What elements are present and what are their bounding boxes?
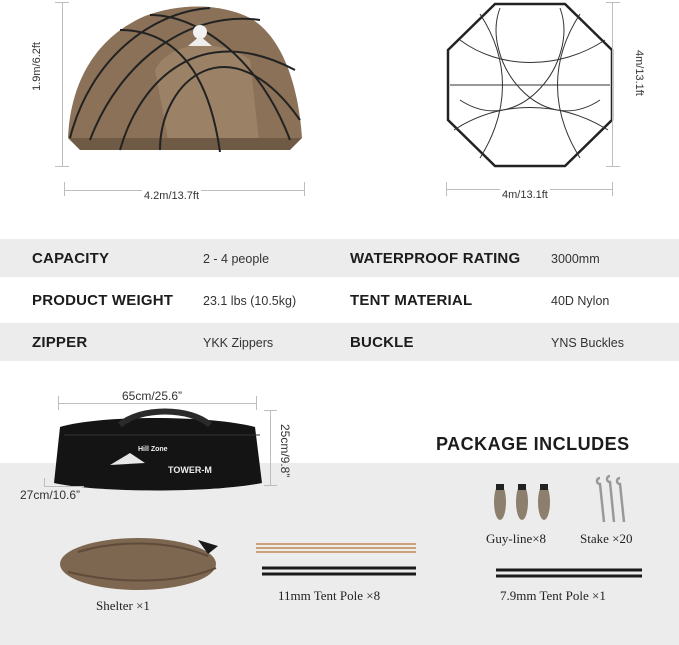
spec-label: WATERPROOF RATING [350, 250, 521, 267]
footprint-bottom-label: 4m/13.1ft [502, 189, 548, 201]
footprint-side-label: 4m/13.1ft [633, 50, 645, 96]
spec-row-zipper [0, 323, 679, 361]
spec-value: 3000mm [551, 252, 600, 266]
spec-label: CAPACITY [32, 250, 110, 267]
shelter-caption: Shelter ×1 [96, 598, 150, 613]
bag-model: TOWER-M [168, 465, 212, 475]
spec-label: PRODUCT WEIGHT [32, 292, 174, 309]
spec-value: YNS Buckles [551, 336, 624, 350]
pole-79mm-image [494, 564, 644, 584]
bag-brand: Hill Zone [138, 446, 168, 453]
tent-side-image [60, 0, 310, 175]
pole-11mm-caption: 11mm Tent Pole ×8 [278, 588, 381, 603]
tent-width-label: 4.2m/13.7ft [144, 190, 200, 202]
stake-caption: Stake ×20 [580, 531, 633, 546]
spec-label: ZIPPER [32, 334, 88, 351]
tent-height-label: 1.9m/6.2ft [31, 42, 43, 91]
spec-value: 40D Nylon [551, 294, 610, 308]
spec-value: 23.1 lbs (10.5kg) [203, 294, 297, 308]
bag-height-label: 25cm/9.8” [278, 424, 292, 478]
shelter-image [58, 532, 223, 594]
guy-line-image [488, 480, 558, 525]
footprint-diagram [440, 0, 620, 175]
pole-11mm-image [252, 538, 422, 583]
spec-value: 2 - 4 people [203, 252, 270, 266]
spec-row-capacity [0, 239, 679, 277]
bag-depth-label: 27cm/10.6” [20, 488, 81, 502]
package-title: PACKAGE INCLUDES [436, 434, 630, 454]
spec-value: YKK Zippers [203, 336, 274, 350]
spec-row-weight [0, 281, 679, 319]
stake-image [592, 474, 632, 526]
pole-79mm-caption: 7.9mm Tent Pole ×1 [500, 588, 606, 603]
guy-line-caption: Guy-line×8 [486, 531, 547, 546]
spec-label: BUCKLE [350, 334, 414, 351]
bag-length-label: 65cm/25.6” [122, 389, 183, 403]
spec-label: TENT MATERIAL [350, 292, 473, 309]
